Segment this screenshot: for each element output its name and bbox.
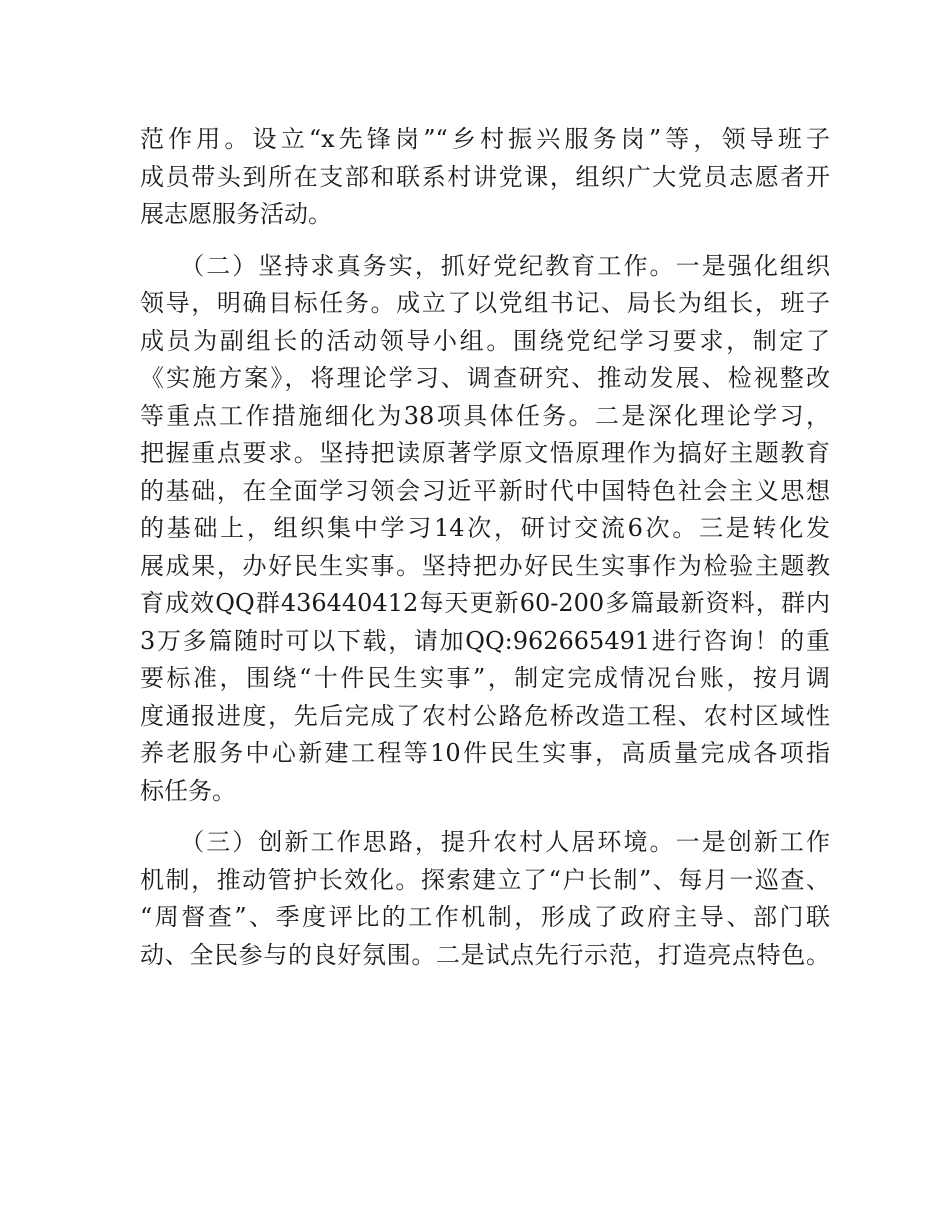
paragraph-1	[140, 121, 830, 234]
text-line: “周督查”、季度评比的工作机制，形成了政府主导、部门联	[140, 903, 830, 931]
document-body	[140, 121, 830, 974]
paragraph-spacer	[140, 234, 830, 248]
text-line: 度通报进度，先后完成了农村公路危桥改造工程、农村区域性	[140, 701, 830, 730]
text-line: 把握重点要求。坚持把读原著学原文悟原理作为搞好主题教育	[140, 439, 830, 467]
text-line: 的基础上，组织集中学习14次，研讨交流6次。三是转化发	[140, 514, 830, 542]
paragraph-3	[140, 824, 830, 974]
text-line: 《实施方案》，将理论学习、调查研究、推动发展、检视整改	[140, 364, 830, 392]
text-line: 3万多篇随时可以下载，请加QQ:962665491进行咨询！的重	[140, 626, 830, 655]
text-line: 动、全民参与的良好氛围。二是试点先行示范，打造亮点特色。	[140, 940, 830, 969]
text-line: （二）坚持求真务实，抓好党纪教育工作。一是强化组织	[140, 251, 830, 280]
text-line: 领导，明确目标任务。成立了以党组书记、局长为组长，班子	[140, 289, 830, 317]
text-line: （三）创新工作思路，提升农村人居环境。一是创新工作	[140, 828, 830, 856]
text-line: 展志愿服务活动。	[140, 200, 332, 228]
text-line: 成员为副组长的活动领导小组。围绕党纪学习要求，制定了	[140, 326, 830, 355]
text-line: 等重点工作措施细化为38项具体任务。二是深化理论学习，	[140, 401, 830, 430]
paragraph-2	[140, 248, 830, 811]
text-line: 范作用。设立“x先锋岗”“乡村振兴服务岗”等，领导班子	[140, 125, 830, 153]
paragraph-spacer	[140, 810, 830, 824]
text-line: 展成果，办好民生实事。坚持把办好民生实事作为检验主题教	[140, 551, 830, 580]
text-line: 育成效QQ群436440412每天更新60-200多篇最新资料，群内	[140, 589, 830, 617]
text-line: 要标准，围绕“十件民生实事”，制定完成情况台账，按月调	[140, 664, 830, 692]
text-line: 机制，推动管护长效化。探索建立了“户长制”、每月一巡查、	[140, 865, 830, 894]
text-line: 的基础，在全面学习领会习近平新时代中国特色社会主义思想	[140, 476, 830, 505]
text-line: 成员带头到所在支部和联系村讲党课，组织广大党员志愿者开	[140, 162, 830, 191]
text-line: 标任务。	[140, 776, 236, 805]
text-line: 养老服务中心新建工程等10件民生实事，高质量完成各项指	[140, 739, 830, 767]
